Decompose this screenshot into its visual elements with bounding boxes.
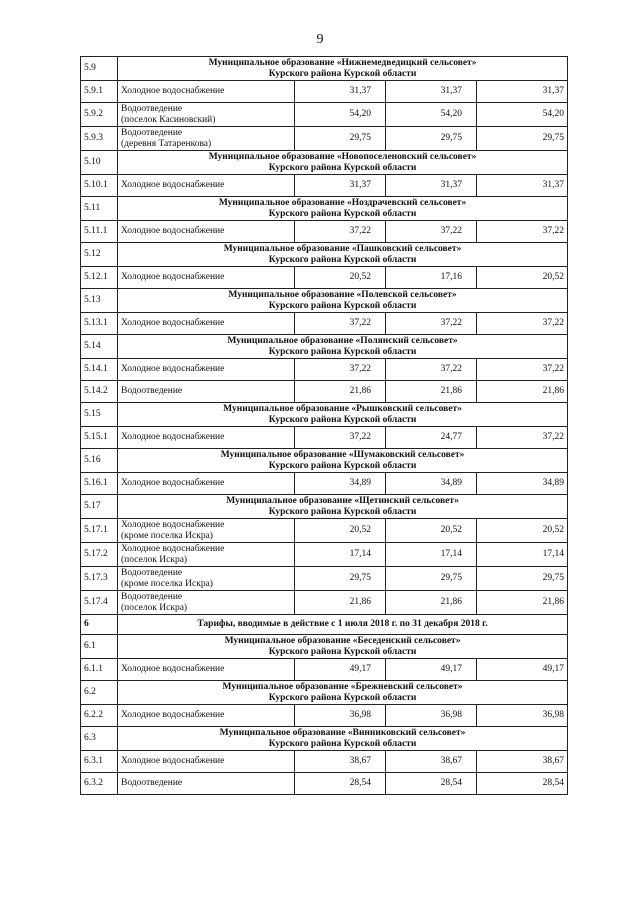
municipality-title-line1: Муниципальное образование «Щетинский сельсовет» (226, 496, 459, 506)
tariff-value-2: 36,98 (386, 705, 477, 727)
service-description (118, 221, 295, 243)
service-description (118, 519, 295, 543)
municipality-title (118, 403, 568, 427)
service-name: Холодное водоснабжение (121, 272, 225, 283)
service-description (118, 659, 295, 681)
tariff-value-2: 21,86 (386, 381, 477, 403)
service-name: Водоотведение (121, 386, 183, 397)
page-number: 9 (316, 32, 324, 47)
municipality-title-line2: Курского района Курской области (268, 692, 417, 703)
municipality-title-line2: Курского района Курской области (268, 68, 417, 79)
row-number: 6.1 (81, 635, 118, 659)
service-name: Водоотведение (121, 592, 183, 602)
municipality-heading-row (81, 243, 568, 267)
service-name: Холодное водоснабжение (121, 86, 225, 97)
tariff-row (81, 567, 568, 591)
municipality-title-line2: Курского района Курской области (268, 346, 417, 357)
service-description (118, 127, 295, 151)
municipality-title-line1: Муниципальное образование «Пашковский сельсовет» (223, 244, 462, 254)
tariff-value-1: 29,75 (295, 567, 386, 591)
tariff-value-1: 37,22 (295, 427, 386, 449)
tariff-row (81, 543, 568, 567)
row-number: 5.10 (81, 151, 118, 175)
municipality-title-line2: Курского района Курской области (268, 460, 417, 471)
service-name: Холодное водоснабжение (121, 710, 225, 721)
row-number: 5.14 (81, 335, 118, 359)
municipality-heading-row (81, 151, 568, 175)
municipality-title (118, 681, 568, 705)
tariff-value-1: 20,52 (295, 519, 386, 543)
row-number: 5.16 (81, 449, 118, 473)
tariff-value-1: 54,20 (295, 103, 386, 127)
tariff-value-1: 21,86 (295, 381, 386, 403)
service-description (118, 473, 295, 495)
tariff-value-3: 34,89 (477, 473, 568, 495)
tariff-row (81, 127, 568, 151)
tariff-value-1: 37,22 (295, 313, 386, 335)
tariff-value-1: 36,98 (295, 705, 386, 727)
tariff-value-2: 17,16 (386, 267, 477, 289)
municipality-title (118, 151, 568, 175)
tariff-row (81, 103, 568, 127)
tariff-value-2: 34,89 (386, 473, 477, 495)
row-number: 5.11.1 (81, 221, 118, 243)
tariff-value-1: 49,17 (295, 659, 386, 681)
municipality-heading-row (81, 727, 568, 751)
service-description (118, 773, 295, 795)
row-number: 5.9.1 (81, 81, 118, 103)
tariff-row (81, 359, 568, 381)
tariff-value-2: 29,75 (386, 567, 477, 591)
tariff-value-3: 20,52 (477, 519, 568, 543)
municipality-title-line1: Муниципальное образование «Винниковский сельсовет» (219, 728, 466, 738)
tariff-table-body (81, 57, 568, 795)
municipality-heading-row (81, 449, 568, 473)
tariff-value-2: 28,54 (386, 773, 477, 795)
service-description (118, 81, 295, 103)
service-description (118, 175, 295, 197)
row-number: 6.3 (81, 727, 118, 751)
tariff-value-2: 21,86 (386, 591, 477, 615)
service-name: Водоотведение (121, 128, 183, 138)
tariff-value-3: 49,17 (477, 659, 568, 681)
municipality-heading-row (81, 495, 568, 519)
row-number: 6.3.1 (81, 751, 118, 773)
row-number: 5.14.2 (81, 381, 118, 403)
tariff-value-3: 31,37 (477, 175, 568, 197)
municipality-title-line1: Муниципальное образование «Нижнемедведицкий сельсовет» (208, 58, 477, 68)
municipality-heading-row (81, 197, 568, 221)
row-number: 5.17.1 (81, 519, 118, 543)
tariff-value-2: 17,14 (386, 543, 477, 567)
municipality-title (118, 727, 568, 751)
tariff-value-3: 29,75 (477, 127, 568, 151)
municipality-title-line1: Муниципальное образование «Шумаковский сельсовет» (220, 450, 465, 460)
tariff-value-2: 49,17 (386, 659, 477, 681)
tariff-value-1: 17,14 (295, 543, 386, 567)
service-name: Водоотведение (121, 778, 183, 789)
tariff-value-1: 20,52 (295, 267, 386, 289)
tariff-value-2: 29,75 (386, 127, 477, 151)
tariff-row (81, 381, 568, 403)
tariff-value-3: 36,98 (477, 705, 568, 727)
tariff-table (80, 56, 568, 795)
service-name: Водоотведение (121, 568, 183, 578)
tariff-row (81, 773, 568, 795)
municipality-title (118, 57, 568, 81)
row-number: 5.15.1 (81, 427, 118, 449)
municipality-heading-row (81, 681, 568, 705)
municipality-title-line2: Курского района Курской области (268, 254, 417, 265)
service-name: Холодное водоснабжение (121, 432, 225, 443)
municipality-title-line2: Курского района Курской области (268, 506, 417, 517)
service-description (118, 427, 295, 449)
service-description (118, 543, 295, 567)
service-name: Холодное водоснабжение (121, 180, 225, 191)
row-number: 5.11 (81, 197, 118, 221)
tariff-value-3: 38,67 (477, 751, 568, 773)
municipality-heading-row (81, 57, 568, 81)
tariff-value-1: 37,22 (295, 359, 386, 381)
row-number: 5.17.4 (81, 591, 118, 615)
tariff-value-2: 31,37 (386, 175, 477, 197)
service-name: Холодное водоснабжение (121, 478, 225, 489)
service-description (118, 381, 295, 403)
tariff-value-1: 34,89 (295, 473, 386, 495)
row-number: 5.13.1 (81, 313, 118, 335)
tariff-row (81, 751, 568, 773)
row-number: 5.12.1 (81, 267, 118, 289)
section-title: Тарифы, вводимые в действие с 1 июля 2018 г. по 31 декабря 2018 г. (118, 615, 568, 635)
service-area: (поселок Искра) (121, 554, 188, 565)
municipality-heading-row (81, 289, 568, 313)
tariff-value-3: 17,14 (477, 543, 568, 567)
tariff-value-2: 24,77 (386, 427, 477, 449)
tariff-row (81, 705, 568, 727)
tariff-value-3: 37,22 (477, 359, 568, 381)
service-area: (поселок Искра) (121, 602, 188, 613)
service-description (118, 103, 295, 127)
service-name: Холодное водоснабжение (121, 318, 225, 329)
tariff-value-3: 37,22 (477, 313, 568, 335)
tariff-value-2: 54,20 (386, 103, 477, 127)
municipality-title-line1: Муниципальное образование «Новопоселеновский сельсовет» (208, 152, 477, 162)
tariff-value-3: 20,52 (477, 267, 568, 289)
row-number: 5.14.1 (81, 359, 118, 381)
service-description (118, 751, 295, 773)
tariff-row (81, 175, 568, 197)
service-name: Холодное водоснабжение (121, 756, 225, 767)
municipality-title (118, 289, 568, 313)
service-area: (поселок Касиновский) (121, 114, 216, 125)
tariff-row (81, 267, 568, 289)
municipality-title (118, 495, 568, 519)
municipality-title-line2: Курского района Курской области (268, 738, 417, 749)
tariff-row (81, 473, 568, 495)
tariff-value-2: 37,22 (386, 359, 477, 381)
tariff-value-2: 31,37 (386, 81, 477, 103)
service-description (118, 267, 295, 289)
row-number: 5.17.3 (81, 567, 118, 591)
tariff-row (81, 519, 568, 543)
municipality-title (118, 243, 568, 267)
service-description (118, 567, 295, 591)
tariff-value-1: 31,37 (295, 175, 386, 197)
row-number: 5.9 (81, 57, 118, 81)
tariff-value-2: 37,22 (386, 221, 477, 243)
service-area: (деревня Татаренкова) (121, 138, 212, 149)
service-description (118, 591, 295, 615)
row-number: 5.9.2 (81, 103, 118, 127)
tariff-value-2: 37,22 (386, 313, 477, 335)
tariff-value-3: 21,86 (477, 591, 568, 615)
tariff-row (81, 221, 568, 243)
service-area: (кроме поселка Искра) (121, 530, 213, 541)
service-name: Холодное водоснабжение (121, 226, 225, 237)
service-name: Холодное водоснабжение (121, 544, 225, 554)
tariff-row (81, 591, 568, 615)
municipality-heading-row (81, 403, 568, 427)
row-number: 6.2.2 (81, 705, 118, 727)
tariff-value-1: 29,75 (295, 127, 386, 151)
tariff-value-3: 28,54 (477, 773, 568, 795)
row-number: 5.13 (81, 289, 118, 313)
row-number: 5.16.1 (81, 473, 118, 495)
tariff-value-1: 21,86 (295, 591, 386, 615)
tariff-value-2: 20,52 (386, 519, 477, 543)
tariff-row (81, 313, 568, 335)
tariff-value-3: 54,20 (477, 103, 568, 127)
municipality-title-line2: Курского района Курской области (268, 208, 417, 219)
municipality-title-line2: Курского района Курской области (268, 162, 417, 173)
municipality-title-line1: Муниципальное образование «Полевской сельсовет» (228, 290, 457, 300)
municipality-title-line1: Муниципальное образование «Ноздрачевский сельсовет» (218, 198, 467, 208)
tariff-value-1: 31,37 (295, 81, 386, 103)
row-number: 5.15 (81, 403, 118, 427)
tariff-row (81, 81, 568, 103)
tariff-value-3: 29,75 (477, 567, 568, 591)
service-description (118, 313, 295, 335)
row-number: 5.10.1 (81, 175, 118, 197)
row-number: 6.1.1 (81, 659, 118, 681)
tariff-value-1: 28,54 (295, 773, 386, 795)
service-area: (кроме поселка Искра) (121, 578, 213, 589)
row-number: 5.9.3 (81, 127, 118, 151)
tariff-value-3: 37,22 (477, 221, 568, 243)
tariff-value-1: 38,67 (295, 751, 386, 773)
municipality-title-line1: Муниципальное образование «Рышковский сельсовет» (223, 404, 462, 414)
service-description (118, 359, 295, 381)
municipality-title-line1: Муниципальное образование «Брежневский сельсовет» (222, 682, 463, 692)
municipality-title-line2: Курского района Курской области (268, 300, 417, 311)
row-number: 5.12 (81, 243, 118, 267)
row-number: 6.2 (81, 681, 118, 705)
municipality-title (118, 449, 568, 473)
tariff-value-1: 37,22 (295, 221, 386, 243)
municipality-title-line2: Курского района Курской области (268, 414, 417, 425)
tariff-value-3: 31,37 (477, 81, 568, 103)
tariff-value-2: 38,67 (386, 751, 477, 773)
tariff-row (81, 659, 568, 681)
municipality-title (118, 635, 568, 659)
service-name: Холодное водоснабжение (121, 520, 225, 530)
row-number: 6.3.2 (81, 773, 118, 795)
tariff-value-3: 37,22 (477, 427, 568, 449)
row-number: 5.17.2 (81, 543, 118, 567)
tariff-row (81, 427, 568, 449)
service-description (118, 705, 295, 727)
tariff-value-3: 21,86 (477, 381, 568, 403)
municipality-heading-row (81, 335, 568, 359)
section-number: 6 (81, 615, 118, 635)
service-name: Холодное водоснабжение (121, 664, 225, 675)
municipality-title (118, 197, 568, 221)
municipality-heading-row (81, 635, 568, 659)
row-number: 5.17 (81, 495, 118, 519)
service-name: Холодное водоснабжение (121, 364, 225, 375)
municipality-title-line1: Муниципальное образование «Полянский сельсовет» (227, 336, 458, 346)
municipality-title-line2: Курского района Курской области (268, 646, 417, 657)
municipality-title-line1: Муниципальное образование «Беседенский сельсовет» (224, 636, 461, 646)
municipality-title (118, 335, 568, 359)
service-name: Водоотведение (121, 104, 183, 114)
section-heading-row (81, 615, 568, 635)
